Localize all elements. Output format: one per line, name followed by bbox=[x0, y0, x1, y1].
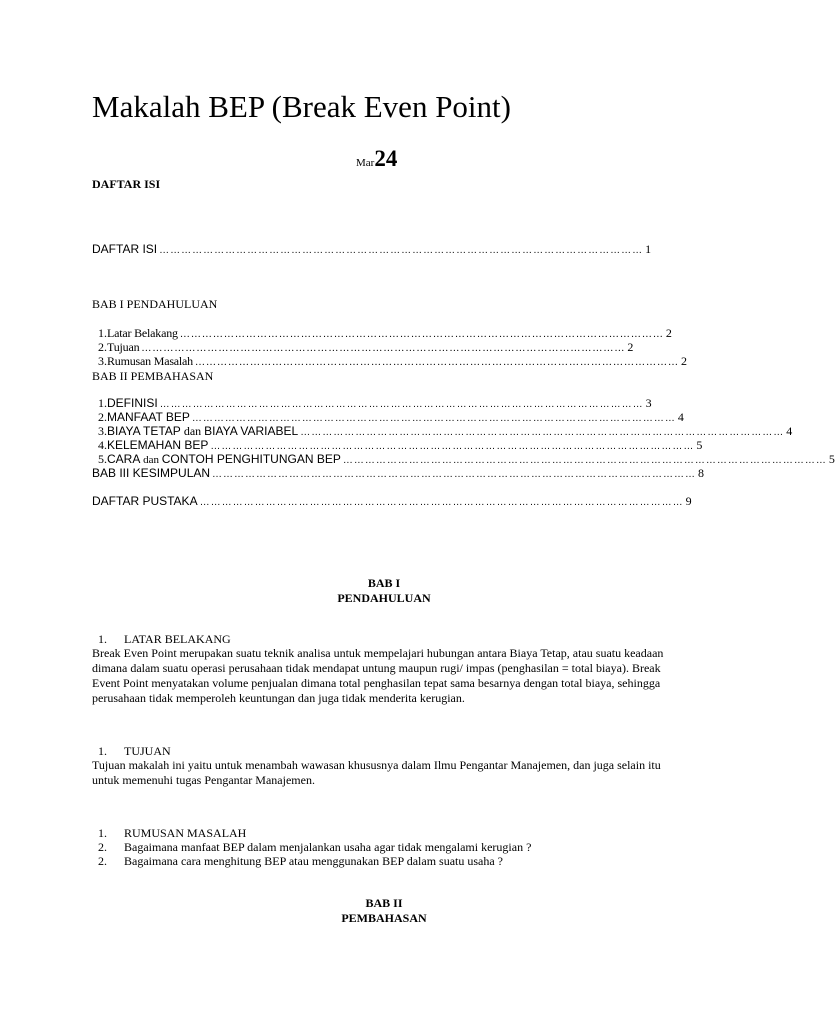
toc-entry-page: 2 bbox=[681, 354, 687, 368]
toc-entry-label: KELEMAHAN BEP bbox=[107, 438, 209, 452]
rumusan-item bbox=[98, 840, 531, 855]
toc-entry-page: 5 bbox=[696, 438, 703, 452]
toc-entry-cara-contoh-penghitungan[interactable] bbox=[98, 452, 835, 467]
toc-entry-number: 3. bbox=[98, 424, 107, 438]
toc-leader-dots: …………………………………………………………………………………………………………………… bbox=[179, 329, 664, 340]
toc-entry-number: 2. bbox=[98, 410, 107, 424]
toc-entry-label-conjunction: dan bbox=[140, 454, 162, 466]
toc-heading: DAFTAR ISI bbox=[92, 177, 161, 191]
toc-leader-dots: …………………………………………………………………………………………………………………… bbox=[159, 245, 644, 256]
toc-leader-dots: …………………………………………………………………………………………………………………… bbox=[212, 469, 697, 480]
latar-belakang-paragraph: Break Even Point merupakan suatu teknik analisa untuk mempelajari hubungan antara Biaya Tetap, atau suatu keadaan dimana dalam suatu operasi perusahaan tidak mendapat untung maupun rugi/ impas (penghasilan = total biaya). Break Event Point menyatakan volume penjualan dimana total penghasilan tepat sama besarnya dengan total biaya, sehingga perusahaan tidak memperoleh keuntungan dan juga tidak menderita kerugian. bbox=[92, 646, 664, 705]
toc-leader-dots: …………………………………………………………………………………………………………………… bbox=[342, 455, 827, 466]
toc-bab2-heading: BAB II PEMBAHASAN bbox=[92, 369, 214, 383]
tujuan-paragraph: Tujuan makalah ini yaitu untuk menambah wawasan khususnya dalam Ilmu Pengantar Manajemen, dan juga selain itu untuk memenuhi tugas Pengantar Manajemen. bbox=[92, 758, 661, 787]
toc-entry-page: 3 bbox=[645, 396, 652, 410]
toc-entry-rumusan-masalah[interactable] bbox=[98, 354, 687, 369]
toc-entry-label: Tujuan bbox=[107, 340, 140, 354]
toc-entry-label: BIAYA VARIABEL bbox=[204, 424, 299, 438]
section-rumusan-masalah-title bbox=[98, 826, 246, 841]
bab1-heading-line1: BAB I bbox=[367, 576, 401, 590]
toc-entry-tujuan[interactable] bbox=[98, 340, 634, 355]
bab2-heading-line2: PEMBAHASAN bbox=[341, 911, 427, 925]
toc-entry-page: 2 bbox=[665, 326, 672, 340]
bab2-heading-line1: BAB II bbox=[365, 896, 403, 910]
section-tujuan-title bbox=[98, 744, 171, 759]
section-title: TUJUAN bbox=[124, 744, 171, 758]
post-date bbox=[356, 146, 397, 172]
toc-leader-dots: …………………………………………………………………………………………………………………… bbox=[199, 497, 684, 508]
toc-entry-number: 2. bbox=[98, 340, 107, 354]
section-number: 1. bbox=[98, 632, 107, 646]
section-number: 1. bbox=[98, 744, 107, 758]
toc-leader-dots: …………………………………………………………………………………………………………………… bbox=[300, 427, 785, 438]
list-number: 2. bbox=[98, 854, 107, 868]
section-latar-belakang-title bbox=[98, 632, 231, 647]
toc-entry-label: DAFTAR ISI bbox=[92, 242, 158, 256]
document-title: Makalah BEP (Break Even Point) bbox=[92, 89, 511, 124]
toc-leader-dots: …………………………………………………………………………………………………………………… bbox=[159, 399, 644, 410]
post-date-day: 24 bbox=[374, 146, 398, 171]
toc-entry-page: 2 bbox=[627, 340, 634, 354]
toc-entry-number: 1. bbox=[98, 396, 107, 410]
list-text: Bagaimana manfaat BEP dalam menjalankan usaha agar tidak mengalami kerugian ? bbox=[124, 840, 532, 854]
toc-entry-page: 4 bbox=[786, 424, 793, 438]
section-title: LATAR BELAKANG bbox=[124, 632, 231, 646]
toc-entry-number: 3. bbox=[98, 354, 107, 368]
toc-entry-page: 5 bbox=[828, 452, 835, 466]
toc-entry-number: 5. bbox=[98, 452, 107, 466]
toc-leader-dots: …………………………………………………………………………………………………………………… bbox=[191, 413, 676, 424]
toc-entry-label: BAB III KESIMPULAN bbox=[92, 466, 211, 480]
toc-entry-label-conjunction: dan bbox=[180, 424, 205, 438]
toc-entry-label: CARA bbox=[107, 452, 141, 466]
post-date-month: Mar bbox=[356, 157, 375, 169]
toc-entry-daftar-isi[interactable] bbox=[92, 242, 652, 257]
toc-leader-dots: …………………………………………………………………………………………………………………… bbox=[141, 343, 626, 354]
toc-entry-label: DEFINISI bbox=[107, 396, 158, 410]
toc-entry-page: 1 bbox=[645, 242, 652, 256]
toc-entry-kelemahan-bep[interactable] bbox=[98, 438, 703, 453]
toc-entry-label: BIAYA TETAP bbox=[107, 424, 181, 438]
toc-entry-number: 4. bbox=[98, 438, 107, 452]
toc-entry-page: 8 bbox=[698, 466, 705, 480]
toc-entry-number: 1. bbox=[98, 326, 107, 340]
bab1-heading-line2: PENDAHULUAN bbox=[337, 591, 431, 605]
toc-entry-definisi[interactable] bbox=[98, 396, 652, 411]
toc-entry-manfaat-bep[interactable] bbox=[98, 410, 684, 425]
toc-entry-bab3-kesimpulan[interactable] bbox=[92, 466, 705, 481]
toc-entry-label: CONTOH PENGHITUNGAN BEP bbox=[161, 452, 341, 466]
toc-entry-label: Latar Belakang bbox=[107, 326, 178, 340]
toc-entry-page: 9 bbox=[685, 494, 692, 508]
list-number: 2. bbox=[98, 840, 107, 854]
toc-entry-label: DAFTAR PUSTAKA bbox=[92, 494, 198, 508]
toc-entry-label: MANFAAT BEP bbox=[107, 410, 190, 424]
toc-leader-dots: …………………………………………………………………………………………………………………… bbox=[195, 357, 679, 368]
section-number: 1. bbox=[98, 826, 107, 840]
toc-entry-daftar-pustaka[interactable] bbox=[92, 494, 692, 509]
list-text: Bagaimana cara menghitung BEP atau menggunakan BEP dalam suatu usaha ? bbox=[124, 854, 504, 868]
toc-entry-biaya-tetap-variabel[interactable] bbox=[98, 424, 793, 439]
toc-entry-page: 4 bbox=[677, 410, 684, 424]
toc-entry-label: Rumusan Masalah bbox=[107, 354, 193, 368]
toc-entry-latar-belakang[interactable] bbox=[98, 326, 672, 341]
section-title: RUMUSAN MASALAH bbox=[124, 826, 247, 840]
rumusan-item bbox=[98, 854, 503, 869]
toc-bab1-heading: BAB I PENDAHULUAN bbox=[92, 297, 218, 311]
toc-leader-dots: …………………………………………………………………………………………………………………… bbox=[210, 441, 695, 452]
